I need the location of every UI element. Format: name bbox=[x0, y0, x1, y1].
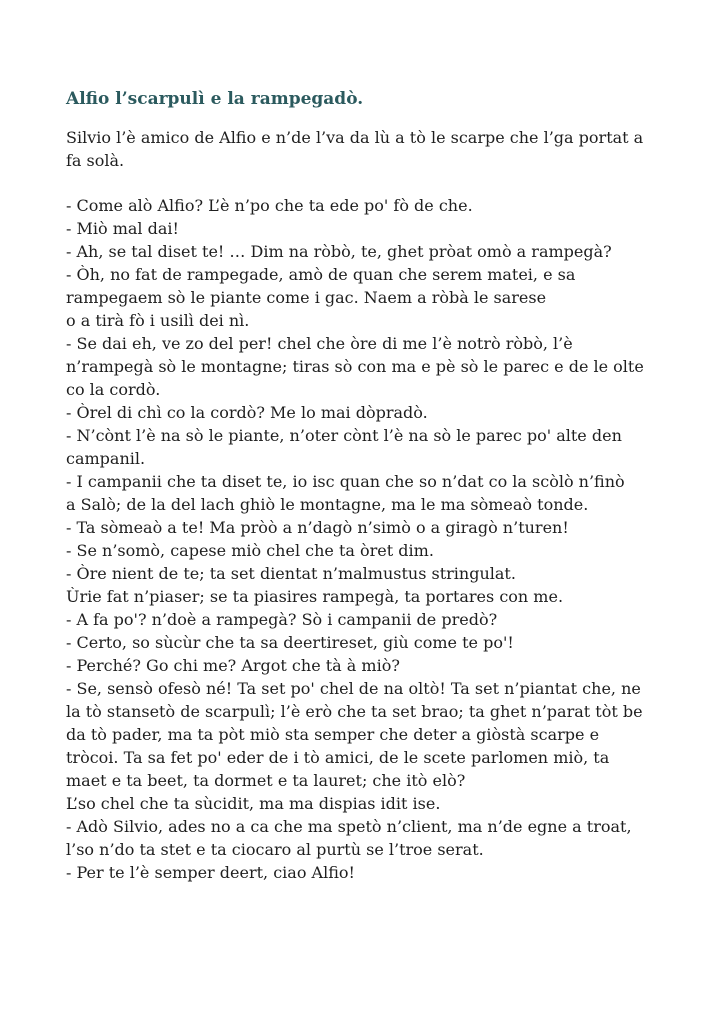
text-line: Ùrie fat n’piaser; se ta piasires rampegà, ta portares con me. bbox=[66, 587, 564, 606]
text-line: - Adò Silvio, ades no a ca che ma spetò n’client, ma n’de egne a troat, bbox=[66, 817, 632, 836]
text-line: - N’cònt l’è na sò le piante, n’oter cònt l’è na sò le parec po' alte den bbox=[66, 426, 622, 445]
dialogue-block bbox=[66, 194, 666, 884]
text-line: n’rampegà sò le montagne; tiras sò con ma e pè sò le parec e de le olte bbox=[66, 357, 644, 376]
text-line: L’so chel che ta sùcidit, ma ma dispias idit ise. bbox=[66, 794, 441, 813]
text-line: tròcoi. Ta sa fet po' eder de i tò amici, de le scete parlomen miò, ta bbox=[66, 748, 610, 767]
text-line: o a tirà fò i usilì dei nì. bbox=[66, 311, 250, 330]
text-line: - Perché? Go chi me? Argot che tà à miò? bbox=[66, 656, 400, 675]
text-line: maet e ta beet, ta dormet e ta lauret; che itò elò? bbox=[66, 771, 466, 790]
text-line: Silvio l’è amico de Alfio e n’de l’va da lù a tò le scarpe che l’ga portat a bbox=[66, 128, 644, 147]
text-line: - Òre nient de te; ta set dientat n’malmustus stringulat. bbox=[66, 564, 516, 583]
intro-paragraph bbox=[66, 126, 666, 172]
text-line: - Se, sensò ofesò né! Ta set po' chel de na oltò! Ta set n’piantat che, ne bbox=[66, 679, 641, 698]
text-line: - Se n’somò, capese miò chel che ta òret dim. bbox=[66, 541, 434, 560]
text-line: - Òrel di chì co la cordò? Me lo mai dòpradò. bbox=[66, 403, 428, 422]
text-line: - Per te l’è semper deert, ciao Alfio! bbox=[66, 863, 355, 882]
text-line: - Miò mal dai! bbox=[66, 219, 179, 238]
document-title: Alfio l’scarpulì e la rampegadò. bbox=[66, 89, 364, 109]
text-line: rampegaem sò le piante come i gac. Naem a ròbà le sarese bbox=[66, 288, 547, 307]
text-line: l’so n’do ta stet e ta ciocaro al purtù se l’troe serat. bbox=[66, 840, 484, 859]
text-line: - A fa po'? n’doè a rampegà? Sò i campanii de predò? bbox=[66, 610, 498, 629]
paragraph-gap bbox=[66, 172, 666, 194]
text-line: campanil. bbox=[66, 449, 146, 468]
text-line: co la cordò. bbox=[66, 380, 161, 399]
text-line: - Come alò Alfio? L’è n’po che ta ede po' fò de che. bbox=[66, 196, 473, 215]
text-line: - Certo, so sùcùr che ta sa deertireset, giù come te po'! bbox=[66, 633, 514, 652]
text-line: - Ta sòmeaò a te! Ma pròò a n’dagò n’simò o a giragò n’turen! bbox=[66, 518, 569, 537]
text-line: - Se dai eh, ve zo del per! chel che òre di me l’è notrò ròbò, l’è bbox=[66, 334, 573, 353]
text-line: la tò stansetò de scarpulì; l’è erò che ta set brao; ta ghet n’parat tòt be bbox=[66, 702, 643, 721]
text-line: a Salò; de la del lach ghiò le montagne, ma le ma sòmeaò tonde. bbox=[66, 495, 589, 514]
text-line: fa solà. bbox=[66, 151, 125, 170]
text-line: - Òh, no fat de rampegade, amò de quan che serem matei, e sa bbox=[66, 265, 576, 284]
text-line: - I campanii che ta diset te, io isc quan che so n’dat co la scòlò n’finò bbox=[66, 472, 625, 491]
document-page bbox=[66, 84, 666, 884]
text-line: da tò pader, ma ta pòt miò sta semper che deter a giòstà scarpe e bbox=[66, 725, 600, 744]
text-line: - Ah, se tal diset te! … Dim na ròbò, te, ghet pròat omò a rampegà? bbox=[66, 242, 612, 261]
